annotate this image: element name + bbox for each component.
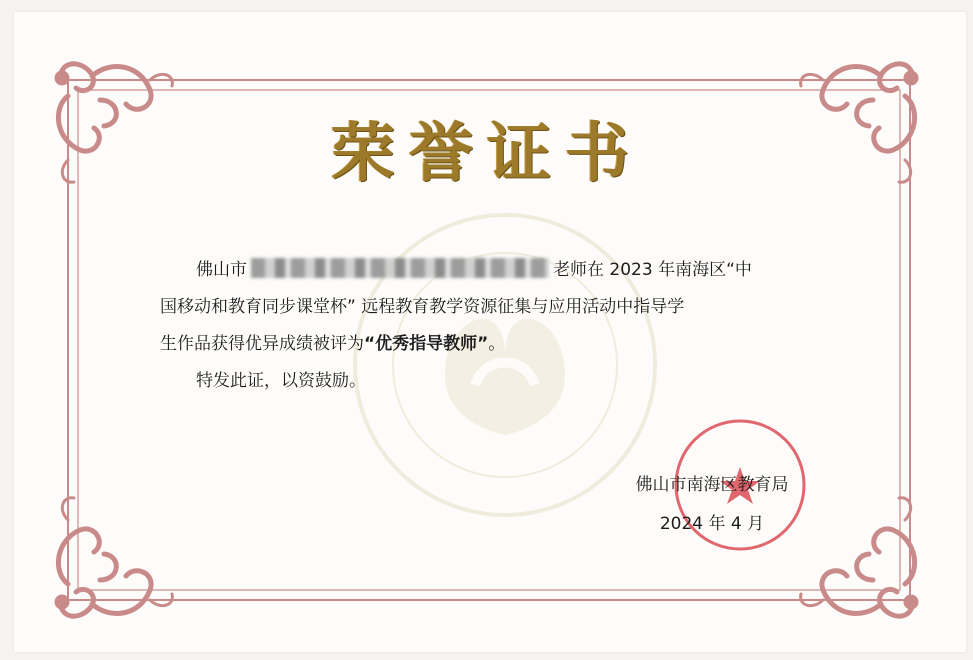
certificate-body <box>160 252 810 400</box>
issuer-name: 佛山市南海区教育局 <box>635 475 789 495</box>
body-line-3 <box>160 326 810 363</box>
body-line3-prefix: 生作品获得优异成绩被评为 <box>160 334 364 354</box>
certificate-title: 荣誉证书 <box>331 116 643 191</box>
redacted-name <box>251 258 549 278</box>
issue-date: 2024 年 4 月 <box>659 514 765 534</box>
body-line1-suffix: 老师在 2023 年南海区“中 <box>553 260 752 280</box>
body-line-1 <box>160 252 810 289</box>
award-name: “优秀指导教师” <box>364 334 489 354</box>
body-line-2: 国移动和教育同步课堂杯” 远程教育教学资源征集与应用活动中指导学 <box>160 297 685 317</box>
closing-line: 特发此证，以资鼓励。 <box>196 371 366 391</box>
body-line3-suffix: 。 <box>488 334 506 354</box>
body-line1-prefix: 佛山市 <box>196 260 247 280</box>
